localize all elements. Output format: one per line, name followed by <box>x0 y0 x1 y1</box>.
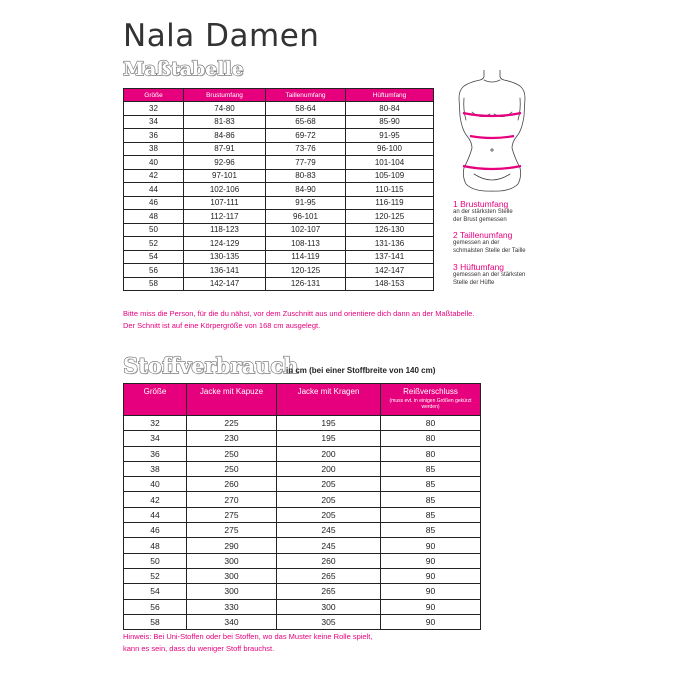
bust-cell: 130-135 <box>184 250 266 264</box>
size-cell: 52 <box>124 237 184 251</box>
size-cell: 52 <box>124 568 187 583</box>
hip-cell: 148-153 <box>346 277 434 291</box>
collar-jacket-cell: 195 <box>277 416 381 431</box>
table-row <box>124 507 481 522</box>
bust-cell: 136-141 <box>184 264 266 278</box>
collar-jacket-cell: 305 <box>277 614 381 629</box>
legend-bust-desc: der Brust gemessen <box>453 216 507 223</box>
zipper-cell: 90 <box>381 538 481 553</box>
bust-cell: 118-123 <box>184 223 266 237</box>
table-row <box>124 142 434 156</box>
table-row <box>124 115 434 129</box>
legend-bust-title: 1 Brustumfang <box>453 199 509 209</box>
header-zipper <box>381 384 481 416</box>
size-cell: 32 <box>124 102 184 116</box>
collar-jacket-cell: 265 <box>277 568 381 583</box>
fabric-usage-heading: Stoffverbrauch <box>123 353 299 378</box>
hip-cell: 142-147 <box>346 264 434 278</box>
legend-hip-desc: gemessen an der stärksten <box>453 272 526 278</box>
size-cell: 46 <box>124 523 187 538</box>
hood-jacket-cell: 275 <box>187 507 277 522</box>
header-size: Größe <box>124 384 187 416</box>
page-title: Nala Damen <box>123 18 320 54</box>
legend-hip-title: 3 Hüftumfang <box>453 262 505 272</box>
size-cell: 42 <box>124 169 184 183</box>
size-cell: 44 <box>124 507 187 522</box>
hood-jacket-cell: 250 <box>187 446 277 461</box>
hood-jacket-cell: 290 <box>187 538 277 553</box>
size-cell: 34 <box>124 431 187 446</box>
size-cell: 56 <box>124 599 187 614</box>
zipper-cell: 80 <box>381 416 481 431</box>
collar-jacket-cell: 205 <box>277 477 381 492</box>
table-row <box>124 568 481 583</box>
header-bust: Brustumfang <box>184 89 266 102</box>
fabric-usage-note-line: kann es sein, dass du weniger Stoff brauchst. <box>123 644 275 653</box>
waist-cell: 126-131 <box>266 277 346 291</box>
zipper-cell: 85 <box>381 461 481 476</box>
hip-cell: 110-115 <box>346 183 434 197</box>
fabric-usage-note <box>123 631 563 655</box>
table-row <box>124 553 481 568</box>
zipper-cell: 85 <box>381 523 481 538</box>
fabric-usage-header-row <box>124 384 481 416</box>
hood-jacket-cell: 340 <box>187 614 277 629</box>
table-row <box>124 599 481 614</box>
fabric-usage-subtitle: in cm (bei einer Stoffbreite von 140 cm) <box>286 366 436 375</box>
hood-jacket-cell: 270 <box>187 492 277 507</box>
table-row <box>124 102 434 116</box>
size-cell: 48 <box>124 210 184 224</box>
header-zipper-note: (muss evt. in einigen Größen gekürzt werden) <box>389 398 472 410</box>
waist-cell: 96-101 <box>266 210 346 224</box>
hood-jacket-cell: 225 <box>187 416 277 431</box>
collar-jacket-cell: 205 <box>277 507 381 522</box>
size-chart-note-line: Der Schnitt ist auf eine Körpergröße von 168 cm ausgelegt. <box>123 321 321 330</box>
table-row <box>124 477 481 492</box>
bust-cell: 102-106 <box>184 183 266 197</box>
table-row <box>124 223 434 237</box>
zipper-cell: 80 <box>381 431 481 446</box>
size-cell: 32 <box>124 416 187 431</box>
hood-jacket-cell: 300 <box>187 553 277 568</box>
legend-bust <box>453 199 513 224</box>
size-cell: 38 <box>124 142 184 156</box>
size-cell: 34 <box>124 115 184 129</box>
hip-cell: 131-136 <box>346 237 434 251</box>
size-cell: 46 <box>124 196 184 210</box>
size-cell: 58 <box>124 277 184 291</box>
hip-cell: 137-141 <box>346 250 434 264</box>
size-cell: 54 <box>124 250 184 264</box>
header-hip: Hüftumfang <box>346 89 434 102</box>
table-row <box>124 277 434 291</box>
size-cell: 48 <box>124 538 187 553</box>
table-row <box>124 431 481 446</box>
size-cell: 54 <box>124 584 187 599</box>
collar-jacket-cell: 260 <box>277 553 381 568</box>
hip-cell: 96-100 <box>346 142 434 156</box>
header-zipper-label: Reißverschluss <box>403 387 458 396</box>
table-row <box>124 210 434 224</box>
collar-jacket-cell: 195 <box>277 431 381 446</box>
size-cell: 40 <box>124 477 187 492</box>
size-cell: 56 <box>124 264 184 278</box>
table-row <box>124 538 481 553</box>
collar-jacket-cell: 200 <box>277 446 381 461</box>
waist-cell: 80-83 <box>266 169 346 183</box>
bust-cell: 84-86 <box>184 129 266 143</box>
legend-hip-desc: Stelle der Hüfte <box>453 279 495 286</box>
table-row <box>124 523 481 538</box>
table-row <box>124 237 434 251</box>
hip-cell: 101-104 <box>346 156 434 170</box>
hood-jacket-cell: 260 <box>187 477 277 492</box>
table-row <box>124 169 434 183</box>
hood-jacket-cell: 275 <box>187 523 277 538</box>
bust-cell: 142-147 <box>184 277 266 291</box>
hip-cell: 85-90 <box>346 115 434 129</box>
table-row <box>124 156 434 170</box>
collar-jacket-cell: 245 <box>277 538 381 553</box>
size-chart-heading: Maßtabelle <box>123 58 244 80</box>
zipper-cell: 80 <box>381 446 481 461</box>
zipper-cell: 90 <box>381 614 481 629</box>
body-measurement-figure-icon <box>450 70 535 195</box>
bust-cell: 92-96 <box>184 156 266 170</box>
waist-cell: 102-107 <box>266 223 346 237</box>
collar-jacket-cell: 265 <box>277 584 381 599</box>
zipper-cell: 90 <box>381 568 481 583</box>
waist-cell: 73-76 <box>266 142 346 156</box>
zipper-cell: 85 <box>381 477 481 492</box>
waist-cell: 58-64 <box>266 102 346 116</box>
fabric-usage-table <box>123 383 481 630</box>
table-row <box>124 446 481 461</box>
bust-cell: 107-111 <box>184 196 266 210</box>
table-row <box>124 614 481 629</box>
waist-cell: 65-68 <box>266 115 346 129</box>
hip-cell: 120-125 <box>346 210 434 224</box>
size-cell: 40 <box>124 156 184 170</box>
header-collar-jacket: Jacke mit Kragen <box>277 384 381 416</box>
waist-cell: 108-113 <box>266 237 346 251</box>
waist-cell: 120-125 <box>266 264 346 278</box>
table-row <box>124 264 434 278</box>
size-chart-header-row <box>124 89 434 102</box>
size-chart-note-line: Bitte miss die Person, für die du nähst, vor dem Zuschnitt aus und orientiere dich dann an der Maßtabelle. <box>123 309 475 318</box>
hip-cell: 126-130 <box>346 223 434 237</box>
hip-cell: 80-84 <box>346 102 434 116</box>
legend-waist-title: 2 Taillenumfang <box>453 230 513 240</box>
table-row <box>124 250 434 264</box>
legend-hip <box>453 262 525 287</box>
size-cell: 58 <box>124 614 187 629</box>
bust-cell: 124-129 <box>184 237 266 251</box>
hood-jacket-cell: 330 <box>187 599 277 614</box>
waist-cell: 114-119 <box>266 250 346 264</box>
size-cell: 36 <box>124 446 187 461</box>
collar-jacket-cell: 300 <box>277 599 381 614</box>
hip-cell: 105-109 <box>346 169 434 183</box>
hood-jacket-cell: 250 <box>187 461 277 476</box>
fabric-usage-note-line: Hinweis: Bei Uni-Stoffen oder bei Stoffen, wo das Muster keine Rolle spielt, <box>123 632 373 641</box>
header-hood-jacket: Jacke mit Kapuze <box>187 384 277 416</box>
table-row <box>124 461 481 476</box>
size-chart-note <box>123 308 563 332</box>
waist-cell: 77-79 <box>266 156 346 170</box>
table-row <box>124 196 434 210</box>
legend-bust-desc: an der stärksten Stelle <box>453 209 513 215</box>
bust-cell: 81-83 <box>184 115 266 129</box>
collar-jacket-cell: 200 <box>277 461 381 476</box>
collar-jacket-cell: 205 <box>277 492 381 507</box>
waist-cell: 91-95 <box>266 196 346 210</box>
header-waist: Taillenumfang <box>266 89 346 102</box>
table-row <box>124 492 481 507</box>
header-size: Größe <box>124 89 184 102</box>
zipper-cell: 90 <box>381 584 481 599</box>
table-row <box>124 129 434 143</box>
hood-jacket-cell: 300 <box>187 584 277 599</box>
hip-cell: 91-95 <box>346 129 434 143</box>
hip-cell: 116-119 <box>346 196 434 210</box>
legend-waist-desc: schmalsten Stelle der Taille <box>453 247 526 254</box>
table-row <box>124 584 481 599</box>
hood-jacket-cell: 300 <box>187 568 277 583</box>
legend-waist-desc: gemessen an der <box>453 240 500 246</box>
zipper-cell: 85 <box>381 492 481 507</box>
size-cell: 50 <box>124 553 187 568</box>
size-chart-table <box>123 88 434 291</box>
waist-cell: 69-72 <box>266 129 346 143</box>
size-cell: 36 <box>124 129 184 143</box>
zipper-cell: 90 <box>381 553 481 568</box>
hood-jacket-cell: 230 <box>187 431 277 446</box>
size-cell: 42 <box>124 492 187 507</box>
bust-cell: 97-101 <box>184 169 266 183</box>
waist-cell: 84-90 <box>266 183 346 197</box>
legend-waist <box>453 230 526 255</box>
bust-cell: 74-80 <box>184 102 266 116</box>
size-cell: 50 <box>124 223 184 237</box>
size-cell: 44 <box>124 183 184 197</box>
table-row <box>124 183 434 197</box>
zipper-cell: 85 <box>381 507 481 522</box>
bust-cell: 112-117 <box>184 210 266 224</box>
bust-cell: 87-91 <box>184 142 266 156</box>
size-cell: 38 <box>124 461 187 476</box>
table-row <box>124 416 481 431</box>
zipper-cell: 90 <box>381 599 481 614</box>
collar-jacket-cell: 245 <box>277 523 381 538</box>
